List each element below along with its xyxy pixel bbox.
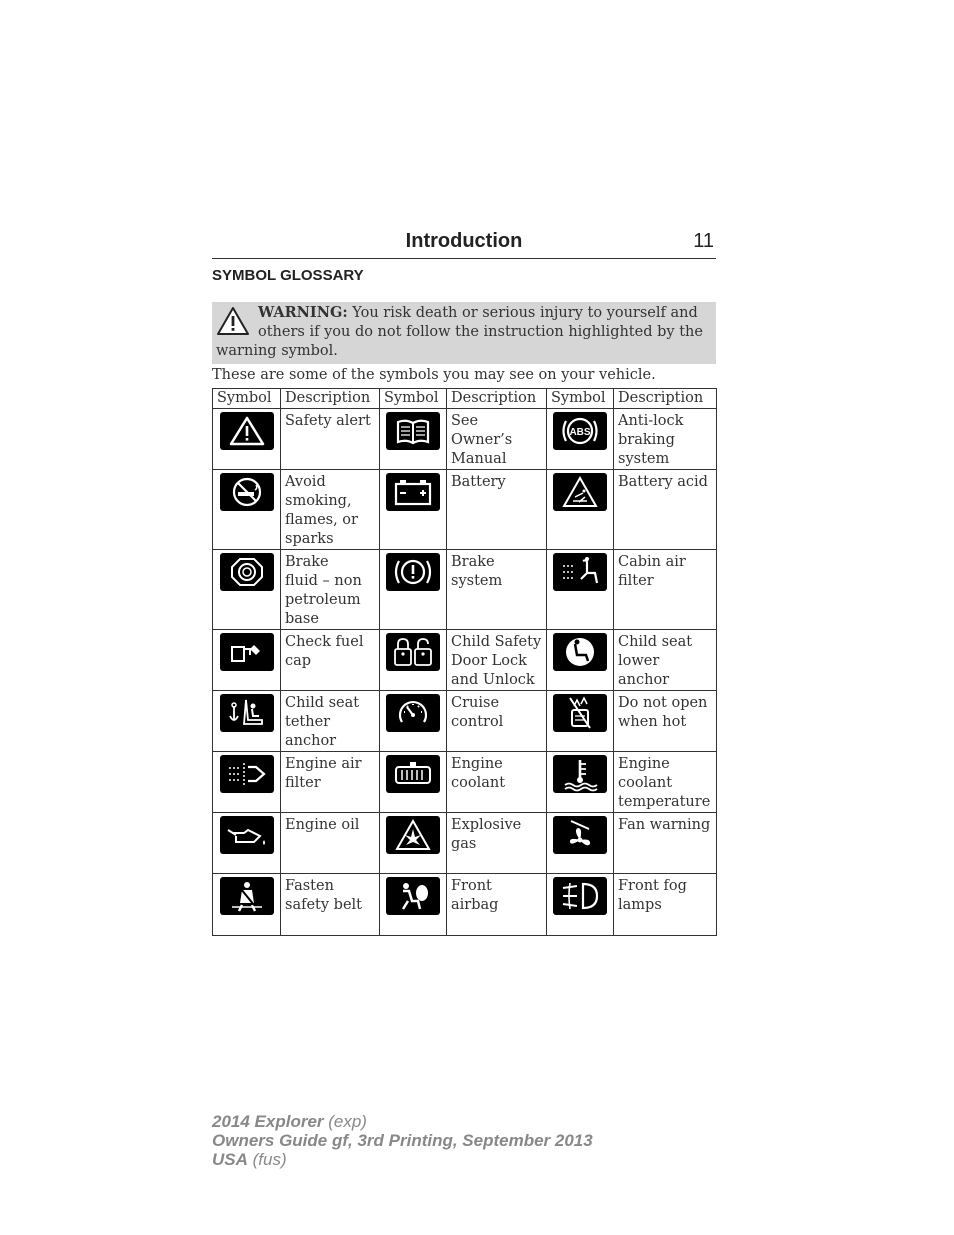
description-line: Check fuel [285,634,364,650]
description-line: filter [285,775,321,791]
page-footer [212,1112,593,1169]
column-header: Description [281,389,380,409]
description-line: lower anchor [618,653,670,688]
battery-acid-icon [553,473,607,511]
warning-text-line2: others if you do not follow the instruction highlighted by the [258,324,703,340]
brake-fluid-icon [220,553,274,591]
description-line: petroleum [285,592,361,608]
description-line: Cabin air [618,554,686,570]
page-number: 11 [693,230,714,252]
description-line: smoking, [285,493,352,509]
battery-icon [386,473,440,511]
description-line: Brake [285,554,329,570]
symbol-glossary-table [212,388,717,936]
description-line: Fasten [285,878,334,894]
description-line: Manual [451,451,507,467]
description-line: flames, or [285,512,358,528]
description-line: Front airbag [451,878,499,913]
footer-model: 2014 Explorer [212,1112,324,1131]
warning-box [212,302,716,364]
cabin-air-filter-icon [553,553,607,591]
child-seat-tether-icon [220,694,274,732]
table-row [213,550,717,630]
owners-manual-icon [386,412,440,450]
child-safety-lock-icon [386,633,440,671]
description-line: Battery [451,474,506,490]
description-line: system [618,451,670,467]
table-row [213,470,717,550]
column-header: Description [614,389,717,409]
column-header: Description [447,389,547,409]
engine-oil-icon [220,816,274,854]
description-line: when hot [618,714,687,730]
description-line: coolant [618,775,673,791]
brake-system-icon [386,553,440,591]
footer-guide: Owners Guide gf, 3rd Printing, September 2013 [212,1131,593,1150]
description-line: Explosive [451,817,522,833]
description-line: anchor [285,733,337,749]
description-line: Battery acid [618,474,708,490]
description-line: braking [618,432,675,448]
description-line: cap [285,653,312,669]
explosive-gas-icon [386,816,440,854]
cruise-control-icon [386,694,440,732]
do-not-open-hot-icon [553,694,607,732]
footer-model-code: (exp) [323,1112,367,1131]
description-line: Engine air [285,756,362,772]
section-title: SYMBOL GLOSSARY [212,267,364,284]
warning-text [216,303,706,361]
table-row [213,691,717,752]
table-row [213,813,717,874]
description-line: coolant [451,775,506,791]
column-header: Symbol [380,389,447,409]
engine-coolant-icon [386,755,440,793]
no-smoking-icon [220,473,274,511]
description-line: system [451,573,503,589]
svg-text:ABS: ABS [569,427,591,438]
description-line: Engine oil [285,817,360,833]
child-seat-lower-anchor-icon [553,633,607,671]
table-row [213,409,717,470]
table-row [213,630,717,691]
description-line: See Owner’s [451,413,513,448]
warning-text-line1: You risk death or serious injury to yourself and [347,305,698,321]
page-header [212,228,716,259]
warning-label: WARNING: [258,304,348,321]
table-row [213,874,717,936]
description-line: Anti-lock [618,413,684,429]
front-fog-lamps-icon [553,877,607,915]
intro-text: These are some of the symbols you may see on your vehicle. [212,367,656,383]
description-line: tether [285,714,331,730]
description-line: Fan warning [618,817,711,833]
description-line: Child seat [618,634,693,650]
description-line: control [451,714,504,730]
safety-alert-icon [220,412,274,450]
coolant-temperature-icon [553,755,607,793]
description-line: gas [451,836,477,852]
description-line: Engine [451,756,503,772]
abs-icon [553,412,607,450]
description-line: Avoid [285,474,326,490]
description-line: sparks [285,531,334,547]
warning-text-line3: warning symbol. [216,343,338,359]
front-airbag-icon [386,877,440,915]
description-line: Front fog [618,878,687,894]
description-line: Door Lock [451,653,527,669]
description-line: Cruise [451,695,500,711]
description-line: base [285,611,319,627]
description-line: Brake [451,554,495,570]
safety-belt-icon [220,877,274,915]
table-row [213,752,717,813]
fan-warning-icon [553,816,607,854]
table-header-row [213,389,717,409]
description-line: Do not open [618,695,708,711]
description-line: filter [618,573,654,589]
description-line: Child Safety [451,634,542,650]
column-header: Symbol [547,389,614,409]
engine-air-filter-icon [220,755,274,793]
description-line: lamps [618,897,662,913]
footer-region-code: (fus) [247,1150,287,1169]
description-line: fluid – non [285,573,362,589]
footer-region: USA [212,1150,248,1169]
description-line: Safety alert [285,413,371,429]
description-line: Engine [618,756,670,772]
description-line: and Unlock [451,672,535,688]
description-line: Child seat [285,695,360,711]
check-fuel-cap-icon [220,633,274,671]
description-line: safety belt [285,897,362,913]
column-header: Symbol [213,389,281,409]
page-title: Introduction [405,230,523,252]
description-line: temperature [618,794,711,810]
